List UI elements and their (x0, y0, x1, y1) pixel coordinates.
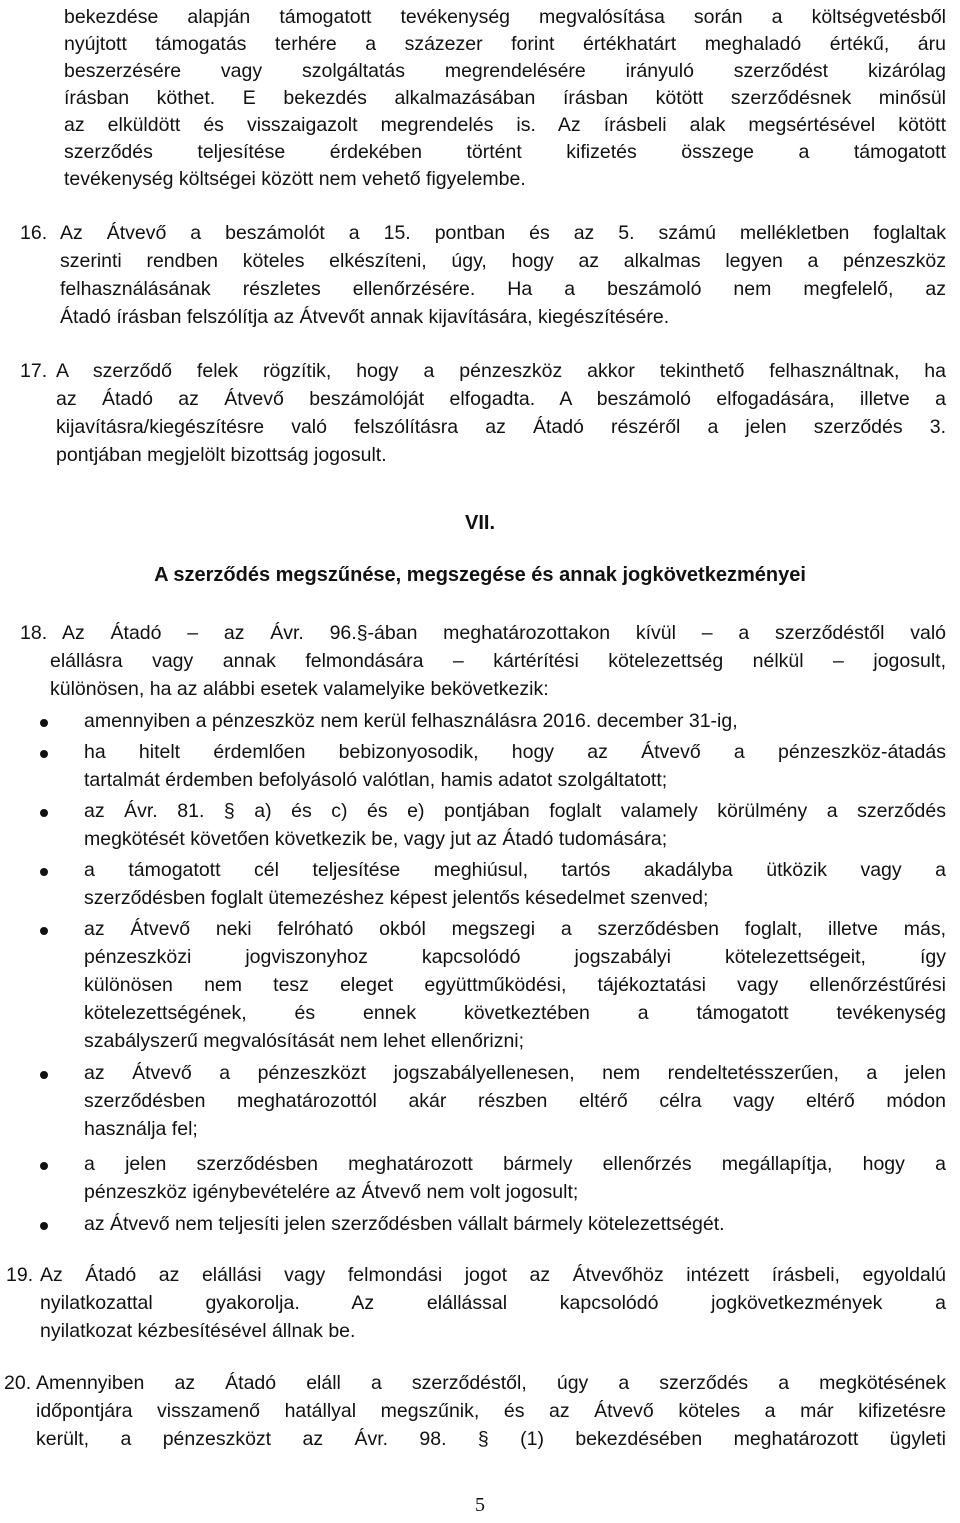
paragraph-number: 18. (20, 622, 48, 644)
list-item: pénzeszköz igénybevételére az Átvevő nem volt jogosult; (84, 1181, 579, 1203)
list-item: szerződésben meghatározottól akár részben eltérő célra vagy eltérő módon (84, 1090, 946, 1112)
text-line: pontjában megjelölt bizottság jogosult. (56, 444, 387, 466)
text-line: Az Átadó az elállási vagy felmondási jogot az Átvevőhöz intézett írásbeli, egyoldalú (40, 1264, 946, 1286)
list-item: kötelezettségének, és ennek következtében a támogatott tevékenység (84, 1002, 946, 1024)
list-item: amennyiben a pénzeszköz nem kerül felhasználásra 2016. december 31-ig, (84, 710, 738, 732)
text-line: nyilatkozattal gyakorolja. Az elállással kapcsolódó jogkövetkezmények a (40, 1292, 946, 1314)
text-line: az Átadó az Átvevő beszámolóját elfogadta. A beszámoló elfogadására, illetve a (56, 388, 946, 410)
text-line: szerződés teljesítése érdekében történt kifizetés összege a támogatott (64, 141, 946, 163)
list-item: pénzeszközi jogviszonyhoz kapcsolódó jogszabályi kötelezettségeit, így (84, 946, 946, 968)
text-line: beszerzésére vagy szolgáltatás megrendelésére irányuló szerződést kizárólag (64, 60, 946, 82)
text-line: elállásra vagy annak felmondására – kártérítési kötelezettség nélkül – jogosult, (50, 650, 946, 672)
text-line: kijavításra/kiegészítésre való felszólításra az Átadó részéről a jelen szerződés 3. (56, 416, 946, 438)
text-line: nyilatkozat kézbesítésével állnak be. (40, 1320, 356, 1342)
list-item: szabályszerű megvalósítását nem lehet ellenőrizni; (84, 1030, 525, 1052)
list-item: a jelen szerződésben meghatározott bármely ellenőrzés megállapítja, hogy a (84, 1153, 946, 1175)
text-line: írásban köthet. E bekezdés alkalmazásában írásban kötött szerződésnek minősül (64, 87, 946, 109)
list-item: használja fel; (84, 1118, 198, 1140)
bullet-dot (40, 1071, 48, 1079)
text-line: Az Átadó – az Ávr. 96.§-ában meghatározottakon kívül – a szerződéstől való (62, 622, 946, 644)
bullet-dot (40, 809, 48, 817)
text-line: különösen, ha az alábbi esetek valamelyike bekövetkezik: (50, 678, 549, 700)
text-line: bekezdése alapján támogatott tevékenység megvalósítása során a költségvetésből (64, 6, 946, 28)
list-item: szerződésben foglalt ütemezéshez képest jelentős késedelmet szenved; (84, 887, 709, 909)
list-item: az Ávr. 81. § a) és c) és e) pontjában foglalt valamely körülmény a szerződés (84, 800, 946, 822)
section-title: A szerződés megszűnése, megszegése és annak jogkövetkezményei (154, 564, 806, 586)
section-number: VII. (464, 512, 495, 534)
list-item: a támogatott cél teljesítése meghiúsul, tartós akadályba ütközik vagy a (84, 859, 946, 881)
list-item: az Átvevő a pénzeszközt jogszabályellenesen, nem rendeltetésszerűen, a jelen (84, 1062, 946, 1084)
text-line: időpontjára visszamenő hatállyal megszűnik, és az Átvevő köteles a már kifizetésre (36, 1400, 946, 1422)
list-item: ha hitelt érdemlően bebizonyosodik, hogy az Átvevő a pénzeszköz-átadás (84, 741, 946, 763)
paragraph-number: 17. (20, 360, 48, 382)
page-number: 5 (475, 1494, 485, 1516)
bullet-dot (40, 868, 48, 876)
list-item: az Átvevő nem teljesíti jelen szerződésben vállalt bármely kötelezettségét. (84, 1213, 725, 1235)
bullet-dot (40, 927, 48, 935)
text-line: az elküldött és visszaigazolt megrendelés is. Az írásbeli alak megsértésével kötött (64, 114, 946, 136)
bullet-dot (40, 719, 48, 727)
list-item: az Átvevő neki felróható okból megszegi a szerződésben foglalt, illetve más, (84, 918, 946, 940)
paragraph-number: 20. (4, 1372, 32, 1394)
bullet-dot (40, 1222, 48, 1230)
list-item: különösen nem tesz eleget együttműködési, tájékoztatási vagy ellenőrzéstűrési (84, 974, 946, 996)
text-line: nyújtott támogatás terhére a százezer forint értékhatárt meghaladó értékű, áru (64, 33, 946, 55)
text-line: szerinti rendben köteles elkészíteni, úgy, hogy az alkalmas legyen a pénzeszköz (60, 250, 946, 272)
text-line: Átadó írásban felszólítja az Átvevőt annak kijavítására, kiegészítésére. (60, 306, 670, 328)
text-line: felhasználásának részletes ellenőrzésére. Ha a beszámoló nem megfelelő, az (60, 278, 946, 300)
paragraph-number: 16. (20, 222, 48, 244)
bullet-dot (40, 1162, 48, 1170)
text-line: Amennyiben az Átadó eláll a szerződéstől, úgy a szerződés a megkötésének (36, 1372, 946, 1394)
text-line: tevékenység költségei között nem vehető figyelembe. (64, 168, 526, 190)
paragraph-number: 19. (6, 1264, 34, 1286)
list-item: megkötését követően következik be, vagy jut az Átadó tudomására; (84, 828, 668, 850)
bullet-dot (40, 750, 48, 758)
text-line: került, a pénzeszközt az Ávr. 98. § (1) bekezdésében meghatározott ügyleti (36, 1428, 946, 1450)
text-line: Az Átvevő a beszámolót a 15. pontban és az 5. számú mellékletben foglaltak (60, 222, 946, 244)
list-item: tartalmát érdemben befolyásoló valótlan, hamis adatot szolgáltatott; (84, 769, 668, 791)
text-line: A szerződő felek rögzítik, hogy a pénzeszköz akkor tekinthető felhasználtnak, ha (56, 360, 946, 382)
